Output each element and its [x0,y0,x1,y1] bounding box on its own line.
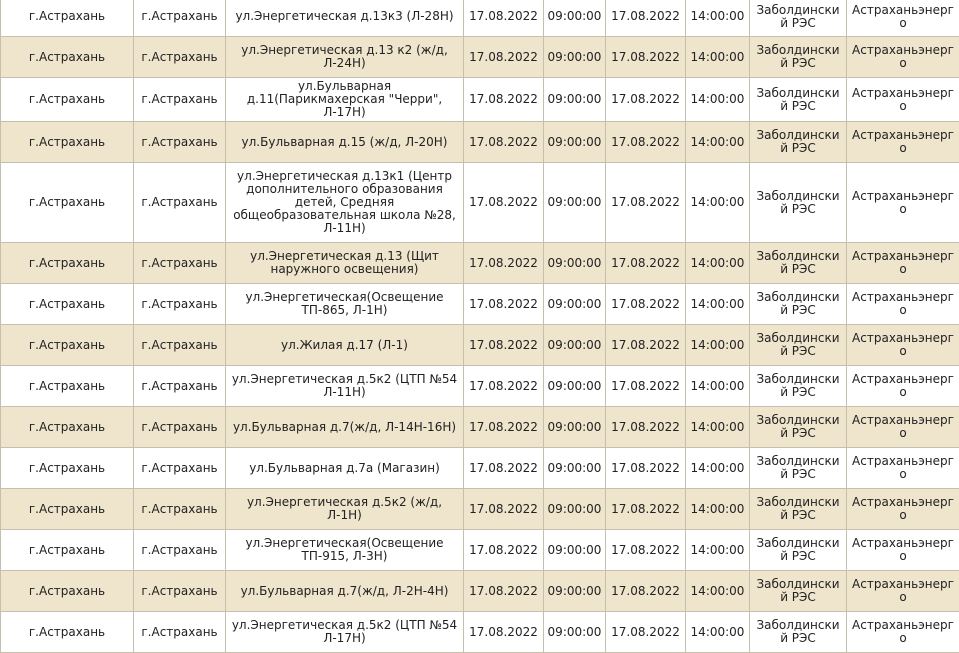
company-cell: Астраханьэнерго [847,489,959,530]
res-cell: Заболдинский РЭС [750,0,847,37]
end-date-cell: 17.08.2022 [606,407,686,448]
city-cell: г.Астрахань [1,284,134,325]
end-date-cell: 17.08.2022 [606,122,686,163]
city-cell: г.Астрахань [1,571,134,612]
end-time-cell: 14:00:00 [686,448,750,489]
end-time-cell: 14:00:00 [686,37,750,78]
start-time-cell: 09:00:00 [544,0,606,37]
end-date-cell: 17.08.2022 [606,78,686,122]
company-cell: Астраханьэнерго [847,407,959,448]
settlement-cell: г.Астрахань [134,448,226,489]
start-date-cell: 17.08.2022 [464,0,544,37]
start-date-cell: 17.08.2022 [464,448,544,489]
end-date-cell: 17.08.2022 [606,0,686,37]
start-date-cell: 17.08.2022 [464,37,544,78]
res-cell: Заболдинский РЭС [750,530,847,571]
company-cell: Астраханьэнерго [847,530,959,571]
end-time-cell: 14:00:00 [686,122,750,163]
city-cell: г.Астрахань [1,122,134,163]
start-time-cell: 09:00:00 [544,37,606,78]
table-row [1,407,959,448]
table-row [1,78,959,122]
start-date-cell: 17.08.2022 [464,612,544,653]
res-cell: Заболдинский РЭС [750,612,847,653]
company-cell: Астраханьэнерго [847,163,959,243]
company-cell: Астраханьэнерго [847,78,959,122]
table-row [1,243,959,284]
res-cell: Заболдинский РЭС [750,163,847,243]
res-cell: Заболдинский РЭС [750,243,847,284]
start-date-cell: 17.08.2022 [464,325,544,366]
end-time-cell: 14:00:00 [686,530,750,571]
end-time-cell: 14:00:00 [686,407,750,448]
address-cell: ул.Энергетическая д.5к2 (ЦТП №54 Л-11Н) [226,366,464,407]
start-time-cell: 09:00:00 [544,571,606,612]
address-cell: ул.Энергетическая д.5к2 (ж/д, Л-1Н) [226,489,464,530]
settlement-cell: г.Астрахань [134,489,226,530]
address-cell: ул.Бульварная д.7(ж/д, Л-2Н-4Н) [226,571,464,612]
res-cell: Заболдинский РЭС [750,37,847,78]
settlement-cell: г.Астрахань [134,325,226,366]
start-time-cell: 09:00:00 [544,243,606,284]
table-row [1,37,959,78]
city-cell: г.Астрахань [1,37,134,78]
company-cell: Астраханьэнерго [847,571,959,612]
settlement-cell: г.Астрахань [134,37,226,78]
start-date-cell: 17.08.2022 [464,407,544,448]
address-cell: ул.Энергетическая д.13к1 (Центр дополнительного образования детей, Средняя общеобразовательная школа №28, Л-11Н) [226,163,464,243]
end-date-cell: 17.08.2022 [606,325,686,366]
address-cell: ул.Жилая д.17 (Л-1) [226,325,464,366]
city-cell: г.Астрахань [1,0,134,37]
start-date-cell: 17.08.2022 [464,284,544,325]
end-date-cell: 17.08.2022 [606,37,686,78]
end-date-cell: 17.08.2022 [606,489,686,530]
city-cell: г.Астрахань [1,530,134,571]
city-cell: г.Астрахань [1,366,134,407]
end-time-cell: 14:00:00 [686,78,750,122]
end-time-cell: 14:00:00 [686,571,750,612]
outage-table-body [1,0,959,653]
end-date-cell: 17.08.2022 [606,571,686,612]
settlement-cell: г.Астрахань [134,284,226,325]
city-cell: г.Астрахань [1,243,134,284]
end-date-cell: 17.08.2022 [606,163,686,243]
company-cell: Астраханьэнерго [847,243,959,284]
address-cell: ул.Бульварная д.11(Парикмахерская "Черри", Л-17Н) [226,78,464,122]
settlement-cell: г.Астрахань [134,366,226,407]
settlement-cell: г.Астрахань [134,78,226,122]
company-cell: Астраханьэнерго [847,284,959,325]
settlement-cell: г.Астрахань [134,0,226,37]
res-cell: Заболдинский РЭС [750,122,847,163]
table-row [1,489,959,530]
table-row [1,530,959,571]
start-time-cell: 09:00:00 [544,325,606,366]
end-time-cell: 14:00:00 [686,163,750,243]
table-row [1,163,959,243]
start-time-cell: 09:00:00 [544,284,606,325]
end-time-cell: 14:00:00 [686,284,750,325]
settlement-cell: г.Астрахань [134,243,226,284]
end-time-cell: 14:00:00 [686,243,750,284]
res-cell: Заболдинский РЭС [750,407,847,448]
start-date-cell: 17.08.2022 [464,78,544,122]
settlement-cell: г.Астрахань [134,163,226,243]
settlement-cell: г.Астрахань [134,407,226,448]
city-cell: г.Астрахань [1,612,134,653]
res-cell: Заболдинский РЭС [750,325,847,366]
end-date-cell: 17.08.2022 [606,243,686,284]
end-time-cell: 14:00:00 [686,0,750,37]
end-date-cell: 17.08.2022 [606,612,686,653]
start-date-cell: 17.08.2022 [464,366,544,407]
end-date-cell: 17.08.2022 [606,530,686,571]
address-cell: ул.Бульварная д.7а (Магазин) [226,448,464,489]
company-cell: Астраханьэнерго [847,0,959,37]
end-time-cell: 14:00:00 [686,489,750,530]
res-cell: Заболдинский РЭС [750,448,847,489]
address-cell: ул.Энергетическая д.5к2 (ЦТП №54 Л-17Н) [226,612,464,653]
start-time-cell: 09:00:00 [544,530,606,571]
settlement-cell: г.Астрахань [134,612,226,653]
company-cell: Астраханьэнерго [847,37,959,78]
address-cell: ул.Энергетическая д.13 к2 (ж/д, Л-24Н) [226,37,464,78]
start-time-cell: 09:00:00 [544,78,606,122]
start-time-cell: 09:00:00 [544,407,606,448]
table-row [1,0,959,37]
start-time-cell: 09:00:00 [544,122,606,163]
start-date-cell: 17.08.2022 [464,571,544,612]
res-cell: Заболдинский РЭС [750,489,847,530]
start-time-cell: 09:00:00 [544,612,606,653]
start-date-cell: 17.08.2022 [464,163,544,243]
settlement-cell: г.Астрахань [134,122,226,163]
company-cell: Астраханьэнерго [847,612,959,653]
company-cell: Астраханьэнерго [847,366,959,407]
start-time-cell: 09:00:00 [544,489,606,530]
city-cell: г.Астрахань [1,448,134,489]
table-row [1,612,959,653]
res-cell: Заболдинский РЭС [750,284,847,325]
address-cell: ул.Энергетическая д.13 (Щит наружного освещения) [226,243,464,284]
address-cell: ул.Бульварная д.7(ж/д, Л-14Н-16Н) [226,407,464,448]
start-time-cell: 09:00:00 [544,366,606,407]
address-cell: ул.Энергетическая(Освещение ТП-915, Л-3Н) [226,530,464,571]
start-date-cell: 17.08.2022 [464,243,544,284]
start-time-cell: 09:00:00 [544,163,606,243]
settlement-cell: г.Астрахань [134,530,226,571]
start-time-cell: 09:00:00 [544,448,606,489]
table-row [1,325,959,366]
city-cell: г.Астрахань [1,163,134,243]
address-cell: ул.Энергетическая д.13к3 (Л-28Н) [226,0,464,37]
table-row [1,448,959,489]
table-row [1,122,959,163]
city-cell: г.Астрахань [1,489,134,530]
start-date-cell: 17.08.2022 [464,530,544,571]
end-date-cell: 17.08.2022 [606,284,686,325]
city-cell: г.Астрахань [1,407,134,448]
company-cell: Астраханьэнерго [847,122,959,163]
company-cell: Астраханьэнерго [847,448,959,489]
res-cell: Заболдинский РЭС [750,571,847,612]
end-date-cell: 17.08.2022 [606,448,686,489]
end-time-cell: 14:00:00 [686,366,750,407]
res-cell: Заболдинский РЭС [750,366,847,407]
table-row [1,571,959,612]
company-cell: Астраханьэнерго [847,325,959,366]
res-cell: Заболдинский РЭС [750,78,847,122]
end-time-cell: 14:00:00 [686,612,750,653]
address-cell: ул.Энергетическая(Освещение ТП-865, Л-1Н) [226,284,464,325]
table-row [1,366,959,407]
city-cell: г.Астрахань [1,325,134,366]
table-row [1,284,959,325]
start-date-cell: 17.08.2022 [464,489,544,530]
city-cell: г.Астрахань [1,78,134,122]
start-date-cell: 17.08.2022 [464,122,544,163]
address-cell: ул.Бульварная д.15 (ж/д, Л-20Н) [226,122,464,163]
settlement-cell: г.Астрахань [134,571,226,612]
end-time-cell: 14:00:00 [686,325,750,366]
end-date-cell: 17.08.2022 [606,366,686,407]
